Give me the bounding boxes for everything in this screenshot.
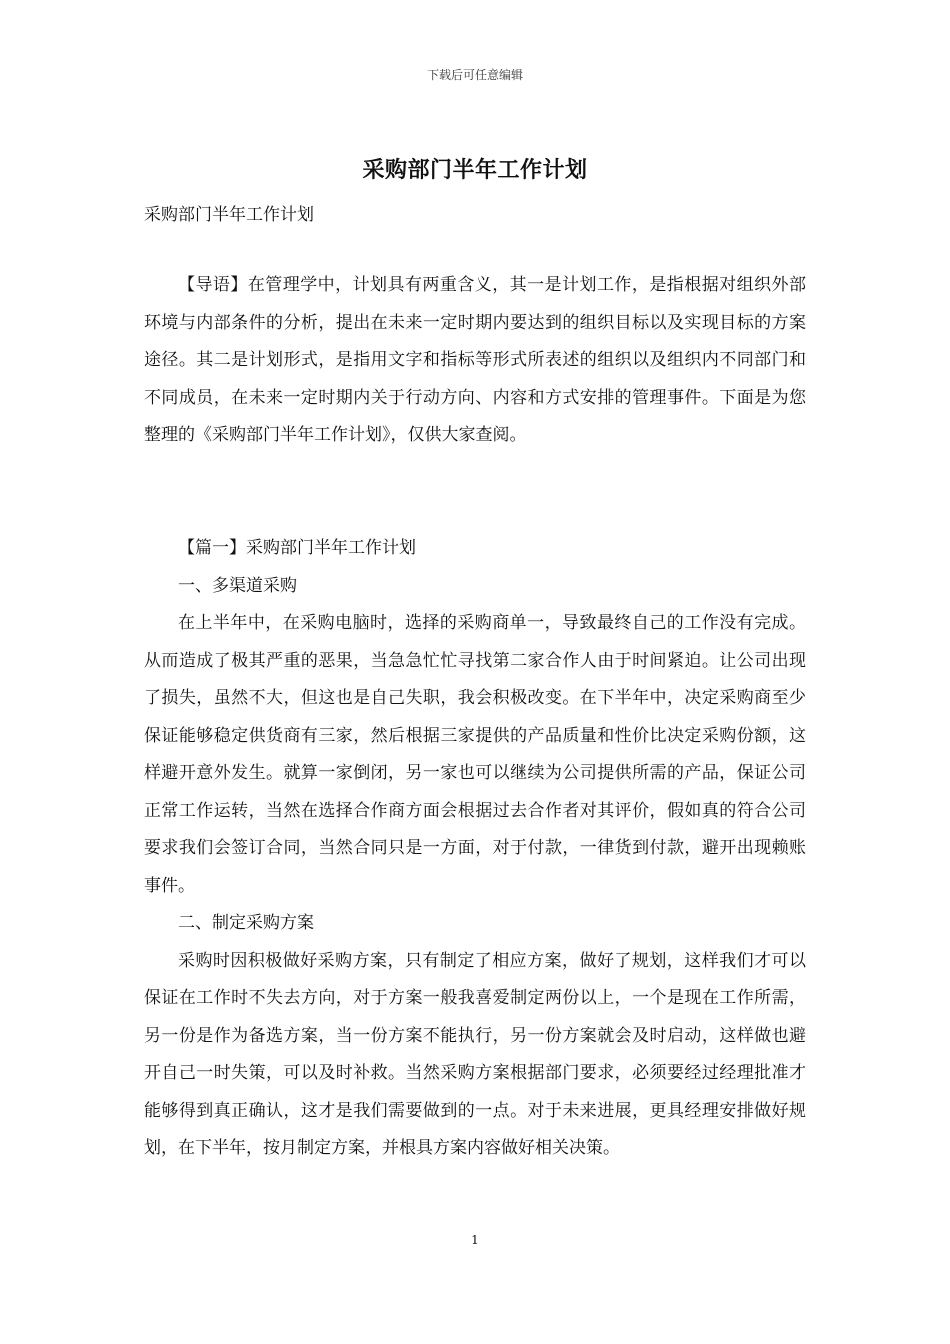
part-heading: 【篇一】采购部门半年工作计划 xyxy=(178,538,416,558)
section1-heading: 一、多渠道采购 xyxy=(178,575,297,596)
intro-paragraph: 【导语】在管理学中，计划具有两重含义，其一是计划工作，是指根据对组织外部环境与内部条件的分析，提出在未来一定时期内要达到的组织目标以及实现目标的方案途径。其二是计划形式，是指用文字和指标等形式所表述的组织以及组织内不同部门和不同成员，在未来一定时期内关于行动方向、内容和方式安排的管理事件。下面是为您整理的《采购部门半年工作计划》，仅供大家查阅。 xyxy=(144,275,806,445)
document-title: 采购部门半年工作计划 xyxy=(362,157,588,183)
document-subtitle xyxy=(144,197,806,235)
section2-paragraph: 采购时因积极做好采购方案，只有制定了相应方案，做好了规划，这样我们才可以保证在工作时不失去方向，对于方案一般我喜爱制定两份以上，一个是现在工作所需，另一份是作为备选方案，当一份方案不能执行，另一份方案就会及时启动，这样做也避开自己一时失策，可以及时补救。当然采购方案根据部门要求，必须要经过经理批准才能够得到真正确认，这才是我们需要做到的一点。对于未来进展，更具经理安排做好规划，在下半年，按月制定方案，并根具方案内容做好相关决策。 xyxy=(144,950,806,1158)
main-content xyxy=(144,530,806,1168)
page-number: 1 xyxy=(471,1233,479,1247)
section1-paragraph: 在上半年中，在采购电脑时，选择的采购商单一，导致最终自己的工作没有完成。从而造成了极其严重的恶果，当急急忙忙寻找第二家合作人由于时间紧迫。让公司出现了损失，虽然不大，但这也是自己失职，我会积极改变。在下半年中，决定采购商至少保证能够稳定供货商有三家，然后根据三家提供的产品质量和性价比决定采购份额，这样避开意外发生。就算一家倒闭，另一家也可以继续为公司提供所需的产品，保证公司正常工作运转，当然在选择合作商方面会根据过去合作者对其评价，假如真的符合公司要求我们会签订合同，当然合同只是一方面，对于付款，一律货到付款，避开出现赖账事件。 xyxy=(144,613,806,896)
section2-heading: 二、制定采购方案 xyxy=(178,913,314,933)
intro-block xyxy=(144,267,806,455)
header-note: 下载后可任意编辑 xyxy=(426,68,523,82)
subtitle-text: 采购部门半年工作计划 xyxy=(144,205,314,225)
